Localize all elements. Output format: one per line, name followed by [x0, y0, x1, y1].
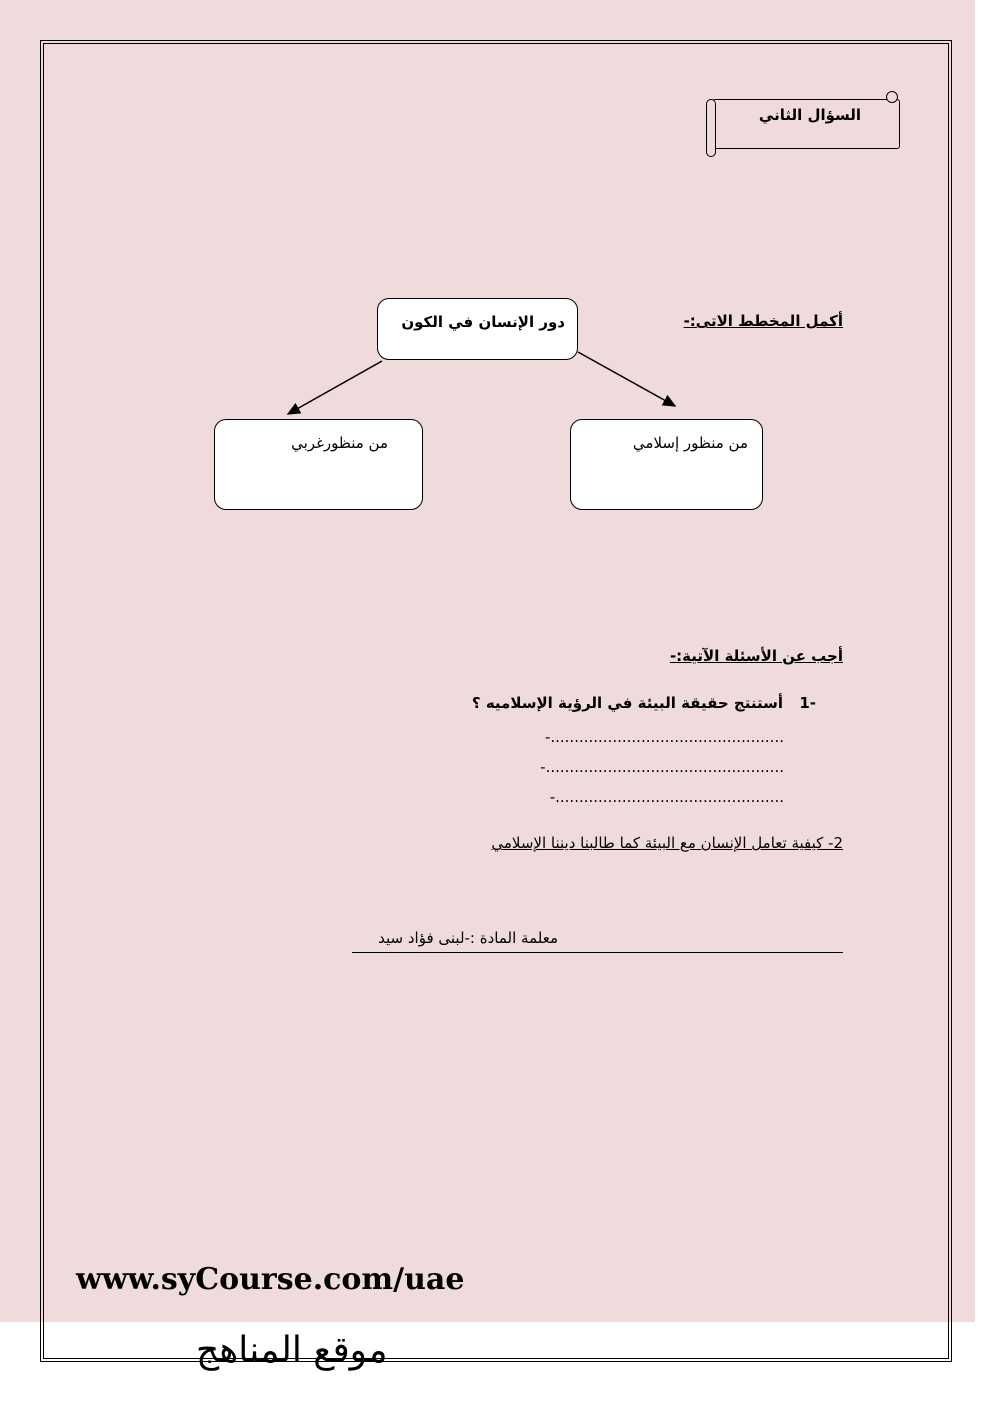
diagram-heading: أكمل المخطط الاتى:- — [683, 312, 843, 330]
diagram-center-box — [377, 298, 578, 360]
diagram-left-box — [214, 419, 423, 510]
q1-text: أستنتج حقيقة البيئة في الرؤية الإسلاميه ؟ — [471, 694, 783, 712]
watermark-arabic: موقع المناهج — [196, 1330, 388, 1371]
diagram-right-label: من منظور إسلامي — [632, 434, 748, 452]
questions-heading: أجب عن الأسئلة الآتية:- — [669, 647, 843, 665]
watermark-url: www.syCourse.com/uae — [76, 1262, 465, 1297]
diagram-left-label: من منظورغربي — [291, 434, 388, 452]
arrow-to-right — [578, 352, 675, 406]
diagram-right-box — [570, 419, 763, 510]
arrow-to-left — [288, 361, 382, 414]
q1-number: 1- — [799, 694, 816, 712]
diagram-center-label: دور الإنسان في الكون — [401, 313, 565, 331]
q1-answer-line: -................................................ — [549, 788, 784, 806]
question-title: السؤال الثاني — [758, 106, 862, 124]
q1-answer-line: -................................................. — [544, 728, 784, 746]
teacher-name: معلمة المادة :-لبنى فؤاد سيد — [378, 929, 558, 947]
teacher-underline — [352, 952, 843, 953]
q2-text: 2- كيفية تعامل الإنسان مع البيئة كما طالبنا ديننا الإسلامي — [491, 834, 843, 852]
q1-answer-line: -.................................................. — [540, 758, 784, 776]
